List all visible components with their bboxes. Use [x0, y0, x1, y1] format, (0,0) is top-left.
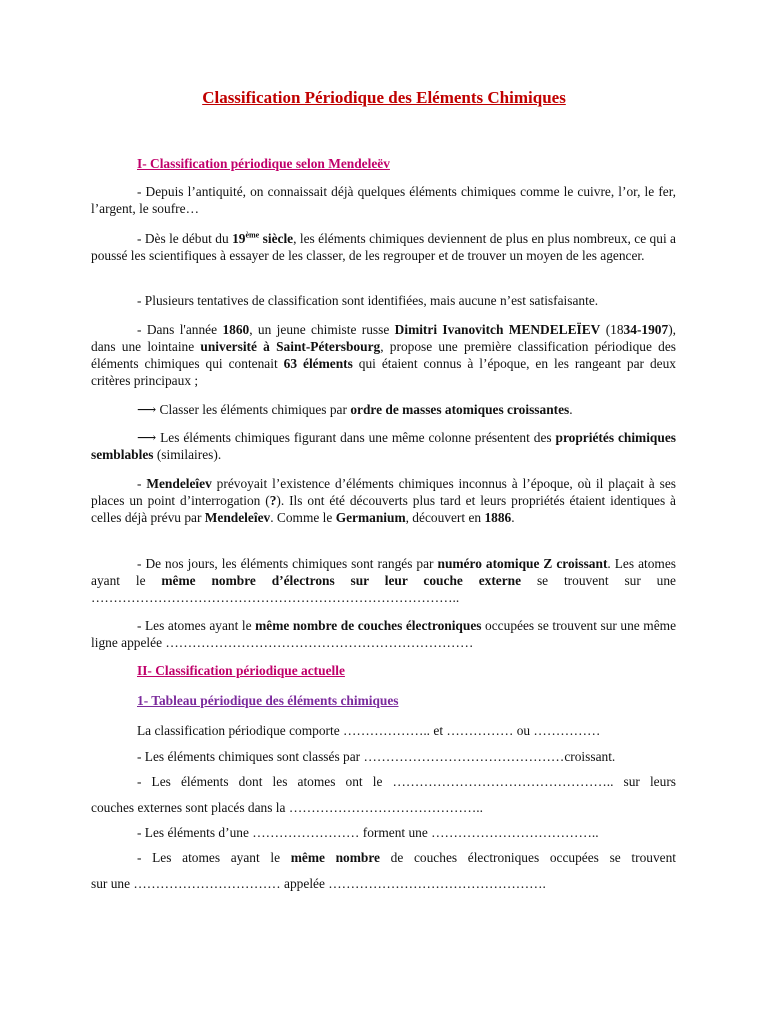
text: . Les atomes ayant le	[91, 556, 676, 588]
criterion: propriétés chimiques semblables	[91, 430, 676, 462]
scientist-name: Dimitri Ivanovitch MENDELEÏEV	[394, 322, 601, 337]
text: - Les atomes ayant le	[137, 618, 256, 633]
criterion: même nombre d’électrons sur leur couche externe	[161, 573, 522, 588]
fill-in-line-7: sur une …………………………… appelée ………………………………………….	[91, 876, 546, 891]
fill-in-line-5: - Les éléments d’une …………………… forment une ………………………………..	[137, 825, 599, 840]
criterion: même nombre	[290, 850, 380, 865]
text: de couches électroniques occupées se trouvent	[380, 850, 677, 865]
text: ). Ils ont été découverts plus tard et leurs propriétés étaient identiques à celles déjà prévu par	[91, 493, 676, 525]
criterion: même nombre de couches électroniques	[255, 618, 482, 633]
text: prévoyait l’existence d’éléments chimiques inconnus à l’époque, où il plaçait à ses places un point d’interrogation (	[91, 476, 676, 508]
paragraph-criterion-mass	[91, 401, 676, 418]
text: se trouvent sur une ………………………………………………………………………..	[91, 573, 676, 605]
subsection-1-heading: 1- Tableau périodique des éléments chimiques	[137, 693, 399, 708]
text: , un jeune chimiste russe	[249, 322, 395, 337]
text: (similaires).	[153, 447, 222, 462]
paragraph-19th-century	[91, 230, 676, 264]
question-mark: ?	[269, 493, 277, 508]
text: ), dans une lointaine	[91, 322, 676, 354]
element-count: 63 éléments	[283, 356, 353, 371]
lifespan: 34-1907	[623, 322, 669, 337]
paragraph-1860	[91, 321, 676, 389]
text: ⟶ Classer les éléments chimiques par	[137, 402, 351, 417]
page-title: Classification Périodique des Eléments Chimiques	[202, 88, 566, 107]
section-1-heading: I- Classification périodique selon Mendeleëv	[137, 156, 390, 171]
paragraph-antiquity: - Depuis l’antiquité, on connaissait déjà quelques éléments chimiques comme le cuivre, l’or, le fer, l’argent, le soufre…	[91, 184, 676, 216]
text: - Dans l'année	[137, 322, 223, 337]
criterion: ordre de masses atomiques croissantes	[350, 402, 570, 417]
section-2-heading: II- Classification périodique actuelle	[137, 663, 345, 678]
paragraph-nowadays	[91, 555, 676, 606]
text: - Les atomes ayant le	[137, 850, 291, 865]
text: - Dès le début du	[137, 231, 233, 246]
text: ⟶ Les éléments chimiques figurant dans une même colonne présentent des	[137, 430, 556, 445]
year: 1860	[222, 322, 250, 337]
paragraph-predictions	[91, 475, 676, 526]
text: .	[569, 402, 573, 417]
scientist-name: Mendeleîev	[204, 510, 271, 525]
century-word: siècle	[259, 231, 294, 246]
paragraph-criterion-properties	[91, 429, 676, 463]
text: .	[511, 510, 515, 525]
text: occupées se trouvent sur une même ligne appelée ……………………………………………………………	[91, 618, 677, 650]
fill-in-line-1: La classification périodique comporte ……………….. et …………… ou ……………	[137, 723, 601, 738]
paragraph-lines	[91, 617, 676, 651]
fill-in-line-6	[91, 849, 676, 866]
text: , les éléments chimiques deviennent de plus en plus nombreux, ce qui a poussé les scientifiques à essayer de les classer, de les regrouper et de trouver un moyen de les agencer.	[91, 231, 676, 263]
element-name: Germanium	[335, 510, 406, 525]
text: - De nos jours, les éléments chimiques sont rangés par	[137, 556, 438, 571]
criterion: numéro atomique Z croissant	[437, 556, 608, 571]
university: université à Saint-Pétersbourg	[200, 339, 381, 354]
paragraph-attempts: - Plusieurs tentatives de classification sont identifiées, mais aucune n’est satisfaisante.	[137, 293, 599, 308]
fill-in-line-2: - Les éléments chimiques sont classés par ………………………………………croissant.	[137, 749, 616, 764]
century-superscript: ème	[245, 230, 260, 240]
fill-in-line-4: couches externes sont placés dans la ……………………………………..	[91, 800, 483, 815]
scientist-name: Mendeleîev	[146, 476, 212, 491]
text: qui étaient connus à l’époque, en les rangeant par deux critères principaux ;	[91, 356, 676, 388]
text: , propose une première classification périodique des éléments chimiques qui contenait	[91, 339, 676, 371]
text: . Comme le	[270, 510, 336, 525]
century-number: 19	[232, 231, 246, 246]
text: (18	[600, 322, 624, 337]
year: 1886	[484, 510, 512, 525]
fill-in-line-3: - Les éléments dont les atomes ont le ………………………………………….. sur leurs	[137, 774, 676, 789]
text: -	[137, 476, 147, 491]
text: , découvert en	[405, 510, 485, 525]
